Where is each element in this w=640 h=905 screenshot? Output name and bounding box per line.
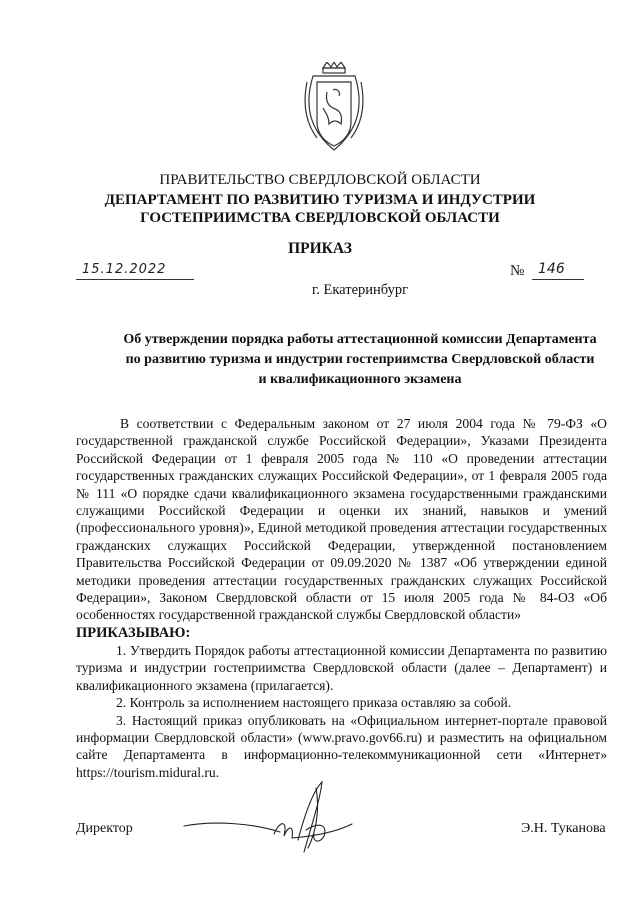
order-body (76, 415, 607, 781)
handwritten-signature (176, 780, 376, 860)
order-subject (100, 330, 620, 390)
coat-of-arms-emblem (303, 62, 365, 154)
order-title: ПРИКАЗ (288, 240, 352, 257)
government-name: ПРАВИТЕЛЬСТВО СВЕРДЛОВСКОЙ ОБЛАСТИ (159, 172, 481, 188)
department-name-line2: ГОСТЕПРИИМСТВА СВЕРДЛОВСКОЙ ОБЛАСТИ (140, 210, 500, 226)
subject-line2: по развитию туризма и индустрии гостеприимства Свердловской области (125, 352, 595, 367)
date-underline (76, 279, 194, 280)
order-city: г. Екатеринбург (311, 282, 409, 298)
order-number-label: № (510, 263, 525, 279)
number-underline (532, 279, 584, 280)
subject-line1: Об утверждении порядка работы аттестационной комиссии Департамента (123, 332, 597, 347)
order-item-3: 3. Настоящий приказ опубликовать на «Официальном интернет-портале правовой информации Свердловской области» (www.pravo.gov66.ru) и разместить на официальном сайте Департамента в информационно-телекоммуникационной сети «Интернет» https://tourism.midural.ru. (76, 712, 607, 780)
order-number: 146 (538, 261, 565, 277)
signatory-role: Директор (76, 821, 133, 836)
order-item-2: 2. Контроль за исполнением настоящего приказа оставляю за собой. (116, 695, 512, 711)
preamble-paragraph: В соответствии с Федеральным законом от 27 июля 2004 года № 79-ФЗ «О государственной гражданской службе Российской Федерации», Указами Президента Российской Федерации от 1 февраля 2005 года № 110 «О проведении аттестации государственных гражданских служащих Российской Федерации», от 1 февраля 2005 года № 111 «О порядке сдачи квалификационного экзамена государственными гражданскими служащими Российской Федерации и оценки их знаний, навыков и умений (профессионального уровня)», Единой методикой проведения аттестации государственных гражданских служащих Российской Федерации, утвержденной постановлением Правительства Российской Федерации от 09.09.2020 № 1387 «Об утверждении единой методики проведения аттестации государственных гражданских служащих Российской Федерации», Законом Свердловской области от 15 июля 2005 года № 84-ОЗ «Об особенностях государственной гражданской службы Свердловской области» (76, 416, 607, 623)
order-word: ПРИКАЗЫВАЮ: (76, 624, 191, 641)
order-item-1: 1. Утвердить Порядок работы аттестационной комиссии Департамента по развитию туризма и индустрии гостеприимства Свердловской области (далее – Департамент) и квалификационного экзамена (прилагается). (76, 642, 607, 693)
department-name-line1: ДЕПАРТАМЕНТ ПО РАЗВИТИЮ ТУРИЗМА И ИНДУСТРИИ (104, 192, 536, 208)
subject-line3: и квалификационного экзамена (258, 372, 462, 387)
order-date: 15.12.2022 (82, 262, 167, 277)
signatory-name: Э.Н. Туканова (521, 821, 606, 836)
